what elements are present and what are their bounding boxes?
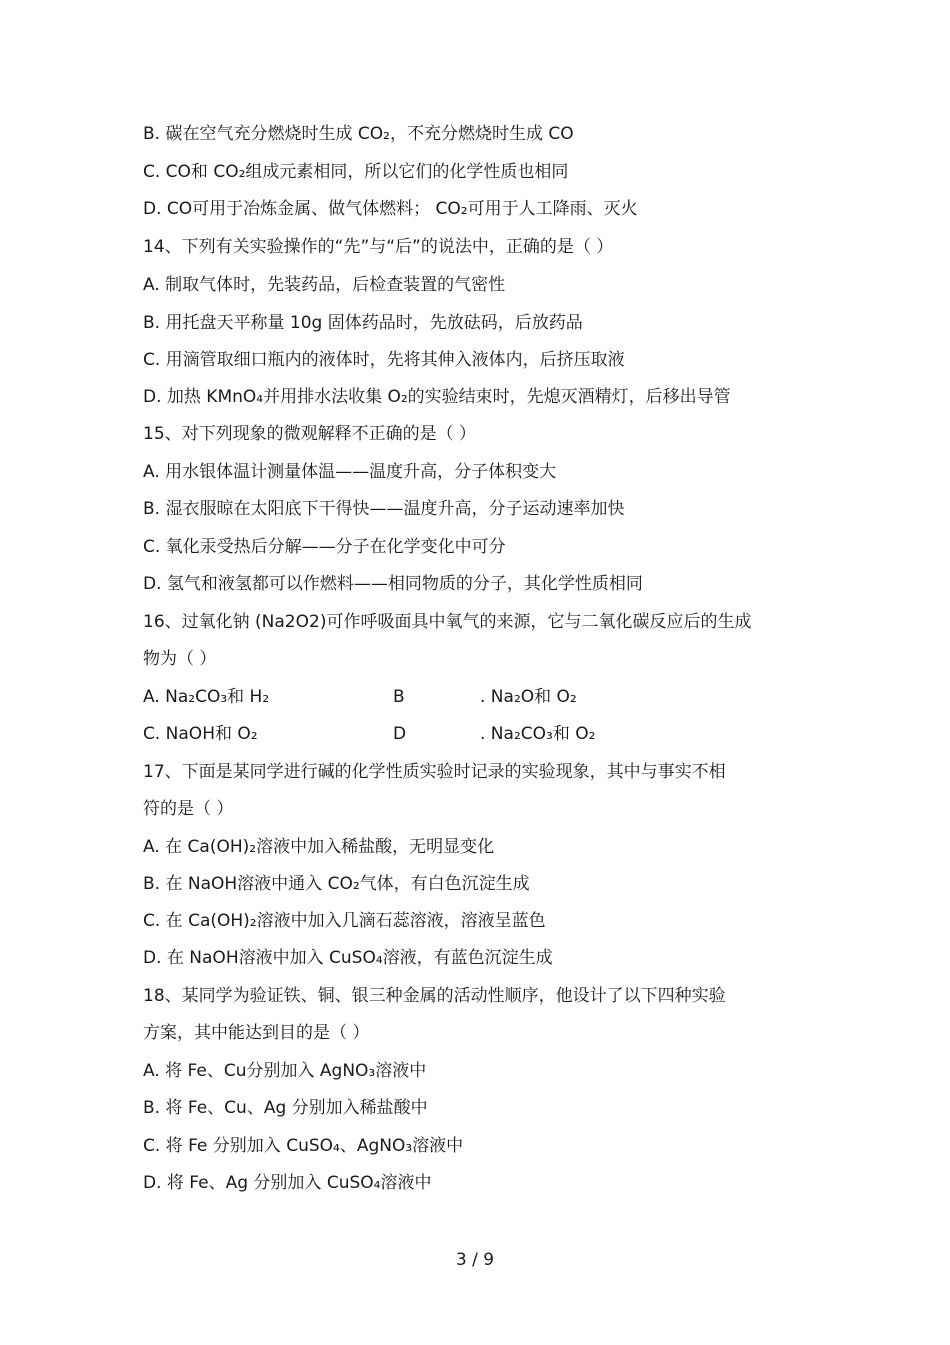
- q14-option-d: D. 加热 KMnO₄并用排水法收集 O₂的实验结束时，先熄灭酒精灯，后移出导管: [143, 387, 731, 407]
- q18-stem-cont: 方案，其中能达到目的是（ ）: [143, 1023, 370, 1043]
- q14-option-b: B. 用托盘天平称量 10g 固体药品时，先放砝码，后放药品: [143, 313, 583, 333]
- q15-stem: 15、对下列现象的微观解释不正确的是（ ）: [143, 424, 477, 444]
- q13-option-b: B. 碳在空气充分燃烧时生成 CO₂，不充分燃烧时生成 CO: [143, 124, 574, 144]
- q16-option-b-letter: B: [393, 687, 405, 707]
- q17-option-d: D. 在 NaOH溶液中加入 CuSO₄溶液，有蓝色沉淀生成: [143, 948, 553, 968]
- q15-option-d: D. 氢气和液氢都可以作燃料——相同物质的分子，其化学性质相同: [143, 574, 643, 594]
- q16-option-d-letter: D: [393, 724, 407, 744]
- q17-stem-cont: 符的是（ ）: [143, 799, 234, 819]
- q17-stem: 17、下面是某同学进行碱的化学性质实验时记录的实验现象，其中与事实不相: [143, 762, 726, 782]
- q17-option-b: B. 在 NaOH溶液中通入 CO₂气体，有白色沉淀生成: [143, 874, 530, 894]
- q18-option-c: C. 将 Fe 分别加入 CuSO₄、AgNO₃溶液中: [143, 1136, 464, 1156]
- q14-option-a: A. 制取气体时，先装药品，后检查装置的气密性: [143, 275, 506, 295]
- q16-option-c: C. NaOH和 O₂: [143, 724, 258, 744]
- q13-option-c: C. CO和 CO₂组成元素相同，所以它们的化学性质也相同: [143, 162, 569, 182]
- q18-stem: 18、某同学为验证铁、铜、银三种金属的活动性顺序，他设计了以下四种实验: [143, 986, 726, 1006]
- q18-option-a: A. 将 Fe、Cu分别加入 AgNO₃溶液中: [143, 1061, 427, 1081]
- page-number: 3 / 9: [455, 1250, 495, 1270]
- q15-option-c: C. 氧化汞受热后分解——分子在化学变化中可分: [143, 537, 506, 557]
- q17-option-a: A. 在 Ca(OH)₂溶液中加入稀盐酸，无明显变化: [143, 837, 495, 857]
- q16-stem: 16、过氧化钠 (Na2O2)可作呼吸面具中氧气的来源，它与二氧化碳反应后的生成: [143, 612, 752, 632]
- q16-stem-cont: 物为（ ）: [143, 649, 217, 669]
- q17-option-c: C. 在 Ca(OH)₂溶液中加入几滴石蕊溶液，溶液呈蓝色: [143, 911, 546, 931]
- q18-option-b: B. 将 Fe、Cu、Ag 分别加入稀盐酸中: [143, 1098, 428, 1118]
- q14-option-c: C. 用滴管取细口瓶内的液体时，先将其伸入液体内，后挤压取液: [143, 350, 625, 370]
- q13-option-d: D. CO可用于冶炼金属、做气体燃料； CO₂可用于人工降雨、灭火: [143, 199, 638, 219]
- q15-option-a: A. 用水银体温计测量体温——温度升高，分子体积变大: [143, 462, 557, 482]
- q16-option-a: A. Na₂CO₃和 H₂: [143, 687, 270, 707]
- q14-stem: 14、下列有关实验操作的“先”与“后”的说法中，正确的是（ ）: [143, 237, 614, 257]
- q16-option-d-text: . Na₂CO₃和 O₂: [480, 724, 596, 744]
- q18-option-d: D. 将 Fe、Ag 分别加入 CuSO₄溶液中: [143, 1173, 432, 1193]
- q16-option-b-text: . Na₂O和 O₂: [480, 687, 577, 707]
- q15-option-b: B. 湿衣服晾在太阳底下干得快——温度升高，分子运动速率加快: [143, 499, 625, 519]
